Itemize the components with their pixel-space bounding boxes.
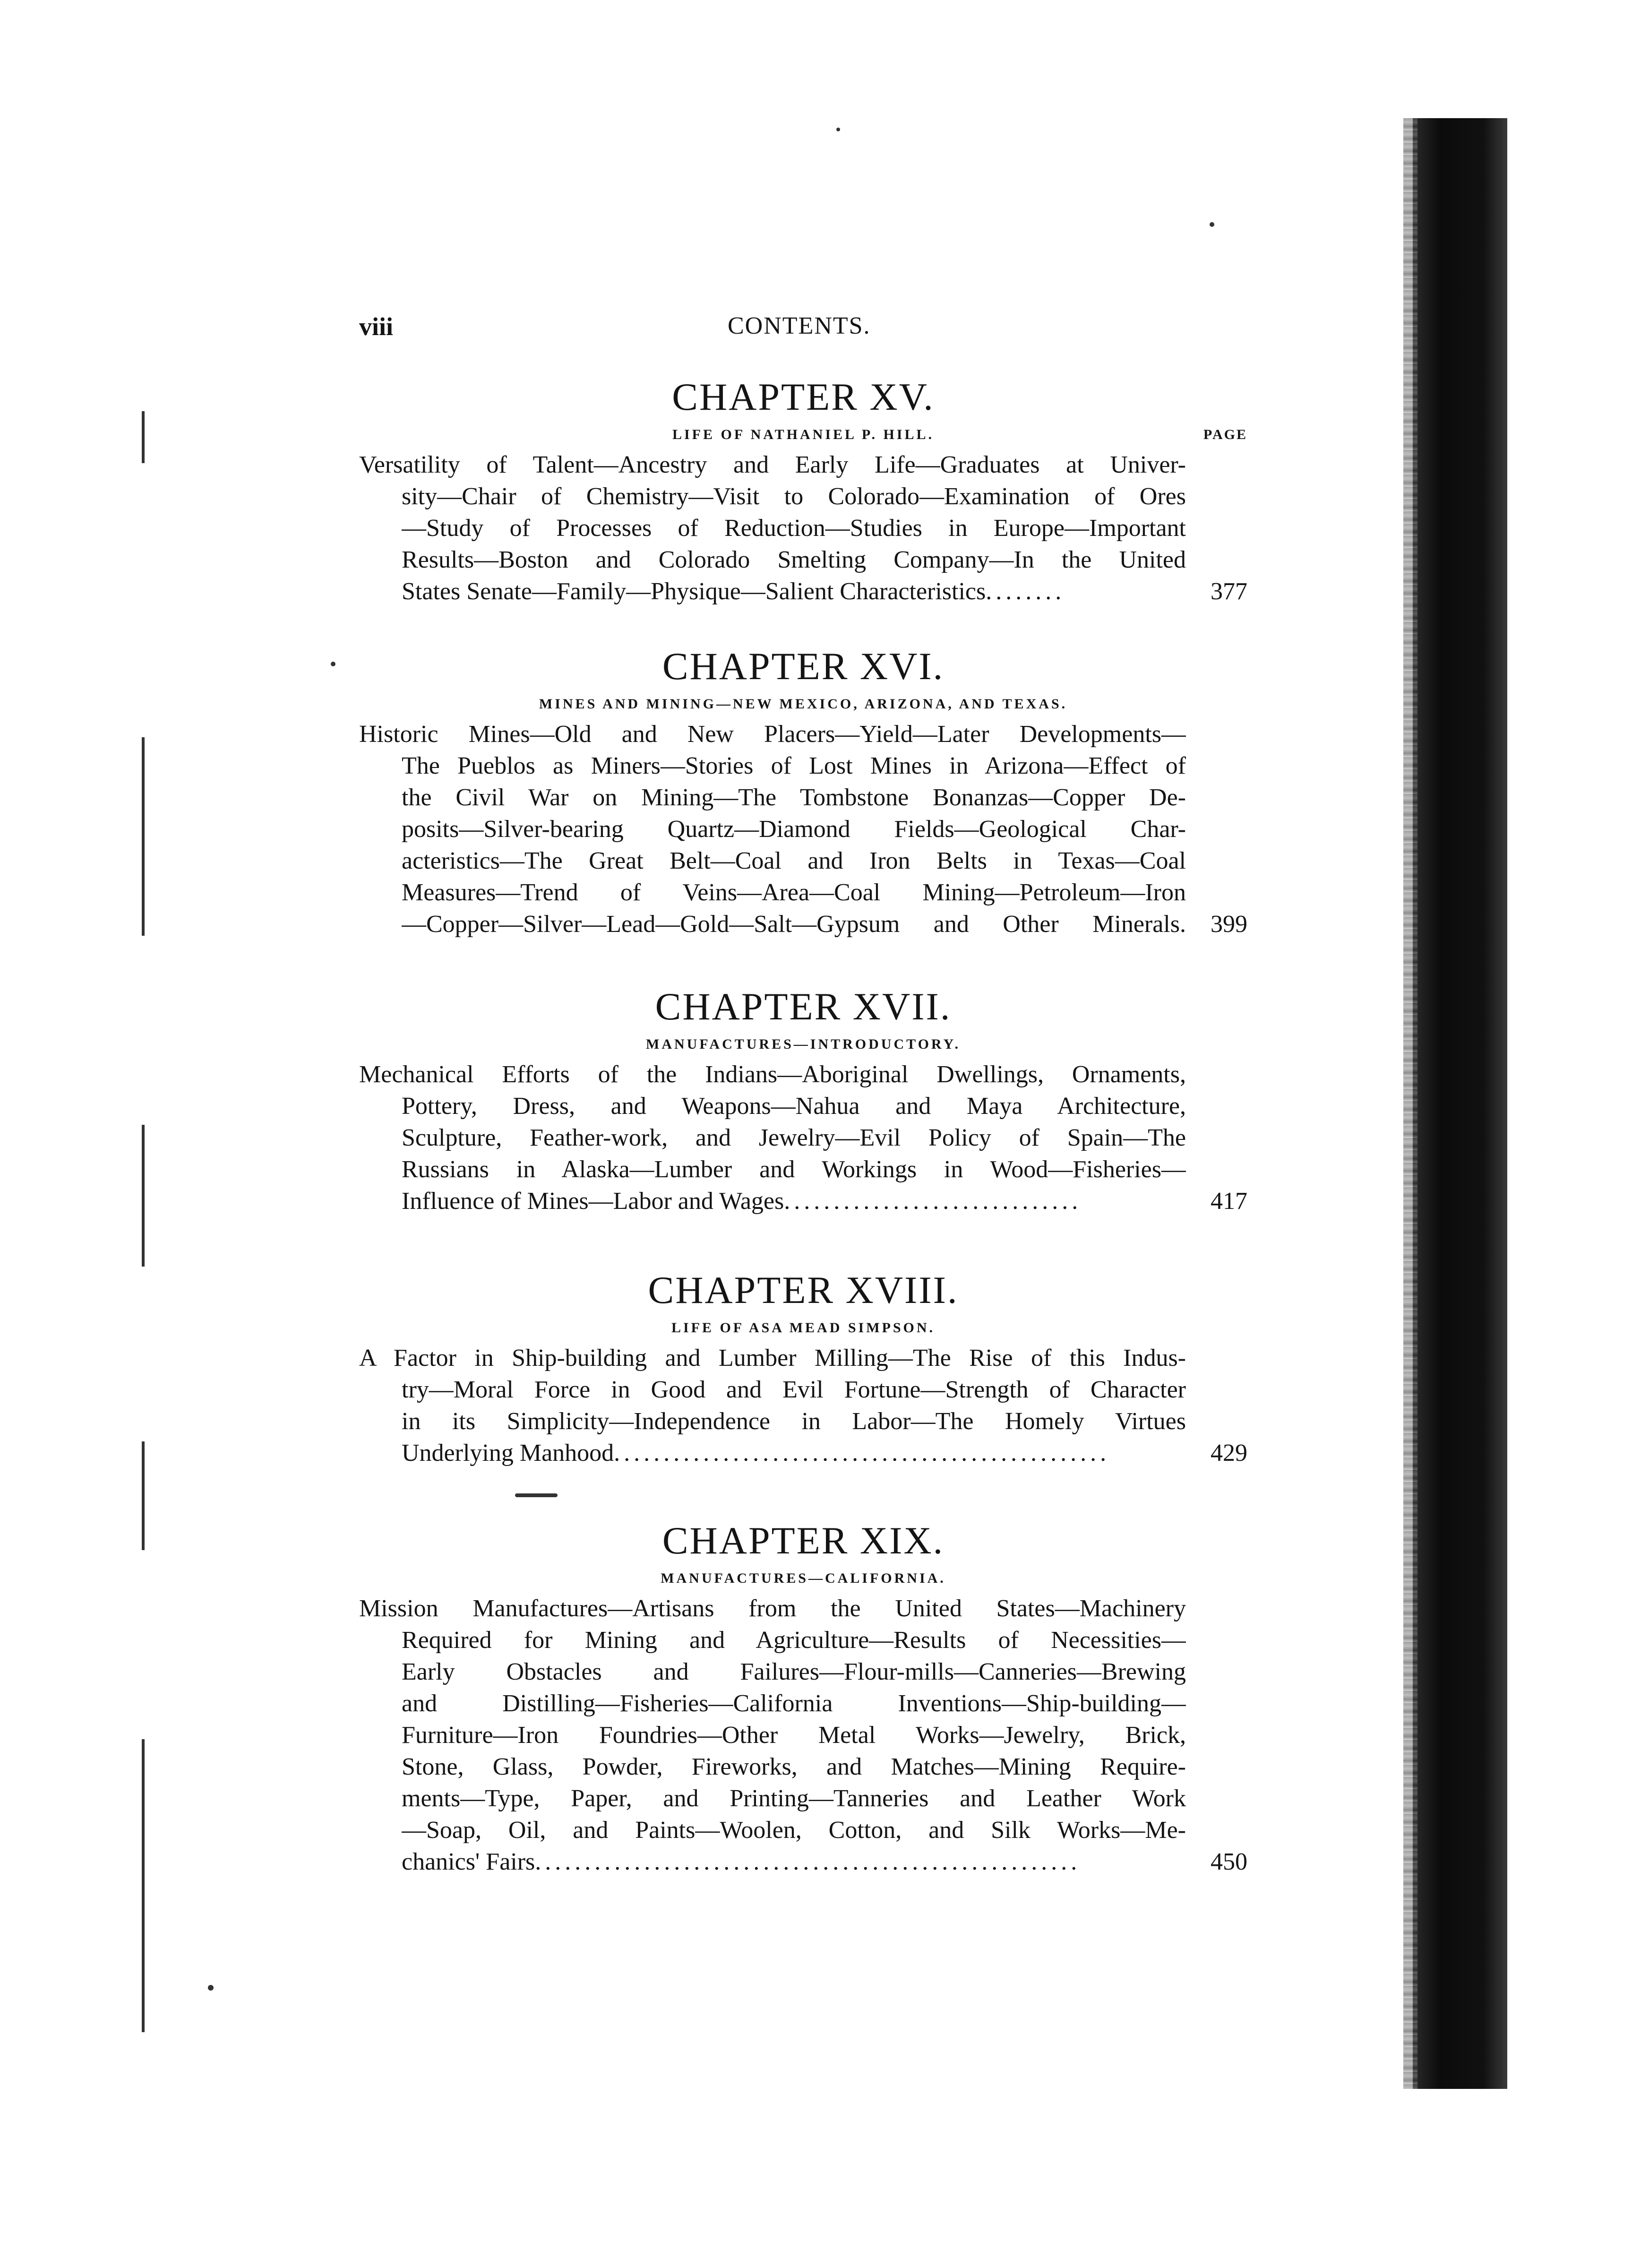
summary-line: in its Simplicity—Independence in Labor—The Homely Virtues xyxy=(402,1408,1186,1435)
page-reference: 417 xyxy=(1211,1188,1247,1215)
summary-line-final xyxy=(402,1846,1186,1878)
summary-line: Mission Manufactures—Artisans from the United States—Machinery xyxy=(359,1595,1186,1622)
chapter-title: CHAPTER XV. xyxy=(672,375,935,418)
chapter-title: CHAPTER XVIII. xyxy=(648,1268,959,1311)
chapter-subtitle-text: MANUFACTURES—CALIFORNIA. xyxy=(661,1570,946,1586)
chapter-subtitle-text: LIFE OF ASA MEAD SIMPSON. xyxy=(671,1320,936,1336)
dot-leader: .................................................. xyxy=(614,1440,1110,1466)
chapter-subtitle xyxy=(359,421,1247,449)
summary-line: try—Moral Force in Good and Evil Fortune—Strength of Character xyxy=(402,1376,1186,1403)
summary-line: Versatility of Talent—Ancestry and Early Life—Graduates at Univer- xyxy=(359,451,1186,478)
scan-ink-smudge xyxy=(515,1493,558,1497)
scan-margin-mark xyxy=(142,1739,145,2032)
page-reference: 399 xyxy=(1211,911,1247,938)
summary-line: ments—Type, Paper, and Printing—Tanneries and Leather Work xyxy=(402,1785,1186,1812)
summary-line: A Factor in Ship-building and Lumber Milling—The Rise of this Indus- xyxy=(359,1345,1186,1371)
chapter-subtitle-text: LIFE OF NATHANIEL P. HILL. xyxy=(672,427,934,442)
chapter-xvi xyxy=(359,643,1247,940)
running-head xyxy=(359,312,1304,345)
page-reference: 450 xyxy=(1211,1848,1247,1875)
summary-line: and Distilling—Fisheries—California Inventions—Ship-building— xyxy=(402,1690,1186,1717)
summary-line: Underlying Manhood xyxy=(402,1440,614,1466)
chapter-xviii xyxy=(359,1267,1247,1469)
chapter-xix xyxy=(359,1517,1247,1878)
summary-line: chanics' Fairs xyxy=(402,1848,535,1875)
summary-line: Required for Mining and Agriculture—Results of Necessities— xyxy=(402,1627,1186,1654)
chapter-summary xyxy=(359,1342,1247,1469)
chapter-summary xyxy=(359,1593,1247,1878)
running-title: CONTENTS. xyxy=(728,312,871,339)
summary-line: Historic Mines—Old and New Placers—Yield—Later Developments— xyxy=(359,721,1186,748)
summary-line: —Study of Processes of Reduction—Studies in Europe—Important xyxy=(402,515,1186,542)
summary-line: the Civil War on Mining—The Tombstone Bonanzas—Copper De- xyxy=(402,784,1186,811)
page-column-label: PAGE xyxy=(1203,427,1247,442)
page-reference: 377 xyxy=(1211,578,1247,605)
dot-leader: ........ xyxy=(986,578,1065,605)
chapter-subtitle-text: MANUFACTURES—INTRODUCTORY. xyxy=(646,1036,961,1052)
chapter-title: CHAPTER XIX. xyxy=(662,1519,945,1562)
summary-line: Measures—Trend of Veins—Area—Coal Mining—Petroleum—Iron xyxy=(402,879,1186,906)
summary-line: —Soap, Oil, and Paints—Woolen, Cotton, and Silk Works—Me- xyxy=(402,1817,1186,1844)
page-number: viii xyxy=(359,312,394,341)
chapter-subtitle xyxy=(359,1564,1247,1593)
summary-line: The Pueblos as Miners—Stories of Lost Mines in Arizona—Effect of xyxy=(402,752,1186,779)
summary-line: Results—Boston and Colorado Smelting Company—In the United xyxy=(402,546,1186,573)
page-reference: 429 xyxy=(1211,1440,1247,1466)
scan-speck xyxy=(1210,222,1214,227)
summary-line-final xyxy=(402,1437,1186,1469)
chapter-title: CHAPTER XVI. xyxy=(662,645,945,688)
chapter-subtitle xyxy=(359,690,1247,718)
chapter-summary xyxy=(359,718,1247,940)
summary-line: —Copper—Silver—Lead—Gold—Salt—Gypsum and Other Minerals. xyxy=(402,911,1186,938)
summary-line-final xyxy=(402,576,1186,607)
summary-line: acteristics—The Great Belt—Coal and Iron Belts in Texas—Coal xyxy=(402,847,1186,874)
summary-line: Early Obstacles and Failures—Flour-mills—Canneries—Brewing xyxy=(402,1658,1186,1685)
scan-margin-mark xyxy=(142,411,145,463)
summary-line: sity—Chair of Chemistry—Visit to Colorado—Examination of Ores xyxy=(402,483,1186,510)
scan-margin-mark xyxy=(142,1441,145,1550)
dot-leader: ....................................................... xyxy=(535,1848,1081,1875)
summary-line-final xyxy=(402,1185,1186,1217)
summary-line: Stone, Glass, Powder, Fireworks, and Matches—Mining Require- xyxy=(402,1753,1186,1780)
scan-speck xyxy=(836,128,840,131)
scan-margin-mark xyxy=(142,737,145,936)
summary-line: States Senate—Family—Physique—Salient Characteristics xyxy=(402,578,986,605)
summary-line: Russians in Alaska—Lumber and Workings in Wood—Fisheries— xyxy=(402,1156,1186,1183)
binding-gutter-shadow xyxy=(1413,118,1507,2089)
summary-line: Furniture—Iron Foundries—Other Metal Works—Jewelry, Brick, xyxy=(402,1722,1186,1749)
summary-line: Sculpture, Feather-work, and Jewelry—Evil Policy of Spain—The xyxy=(402,1124,1186,1151)
scan-speck xyxy=(331,662,335,666)
chapter-xv xyxy=(359,373,1247,607)
scan-margin-mark xyxy=(142,1125,145,1267)
chapter-subtitle xyxy=(359,1030,1247,1059)
summary-line: Influence of Mines—Labor and Wages xyxy=(402,1188,784,1215)
summary-line: Mechanical Efforts of the Indians—Aboriginal Dwellings, Ornaments, xyxy=(359,1061,1186,1088)
chapter-subtitle xyxy=(359,1314,1247,1342)
dot-leader: .............................. xyxy=(784,1188,1082,1215)
chapter-xvii xyxy=(359,983,1247,1217)
chapter-summary xyxy=(359,1059,1247,1217)
summary-line: Pottery, Dress, and Weapons—Nahua and Maya Architecture, xyxy=(402,1093,1186,1120)
chapter-subtitle-text: MINES AND MINING—NEW MEXICO, ARIZONA, AND TEXAS. xyxy=(539,696,1068,712)
scan-speck xyxy=(208,1985,214,1991)
gutter-edge-texture xyxy=(1403,118,1417,2089)
summary-line: posits—Silver-bearing Quartz—Diamond Fields—Geological Char- xyxy=(402,816,1186,843)
chapter-summary xyxy=(359,449,1247,607)
chapter-title: CHAPTER XVII. xyxy=(655,985,952,1028)
